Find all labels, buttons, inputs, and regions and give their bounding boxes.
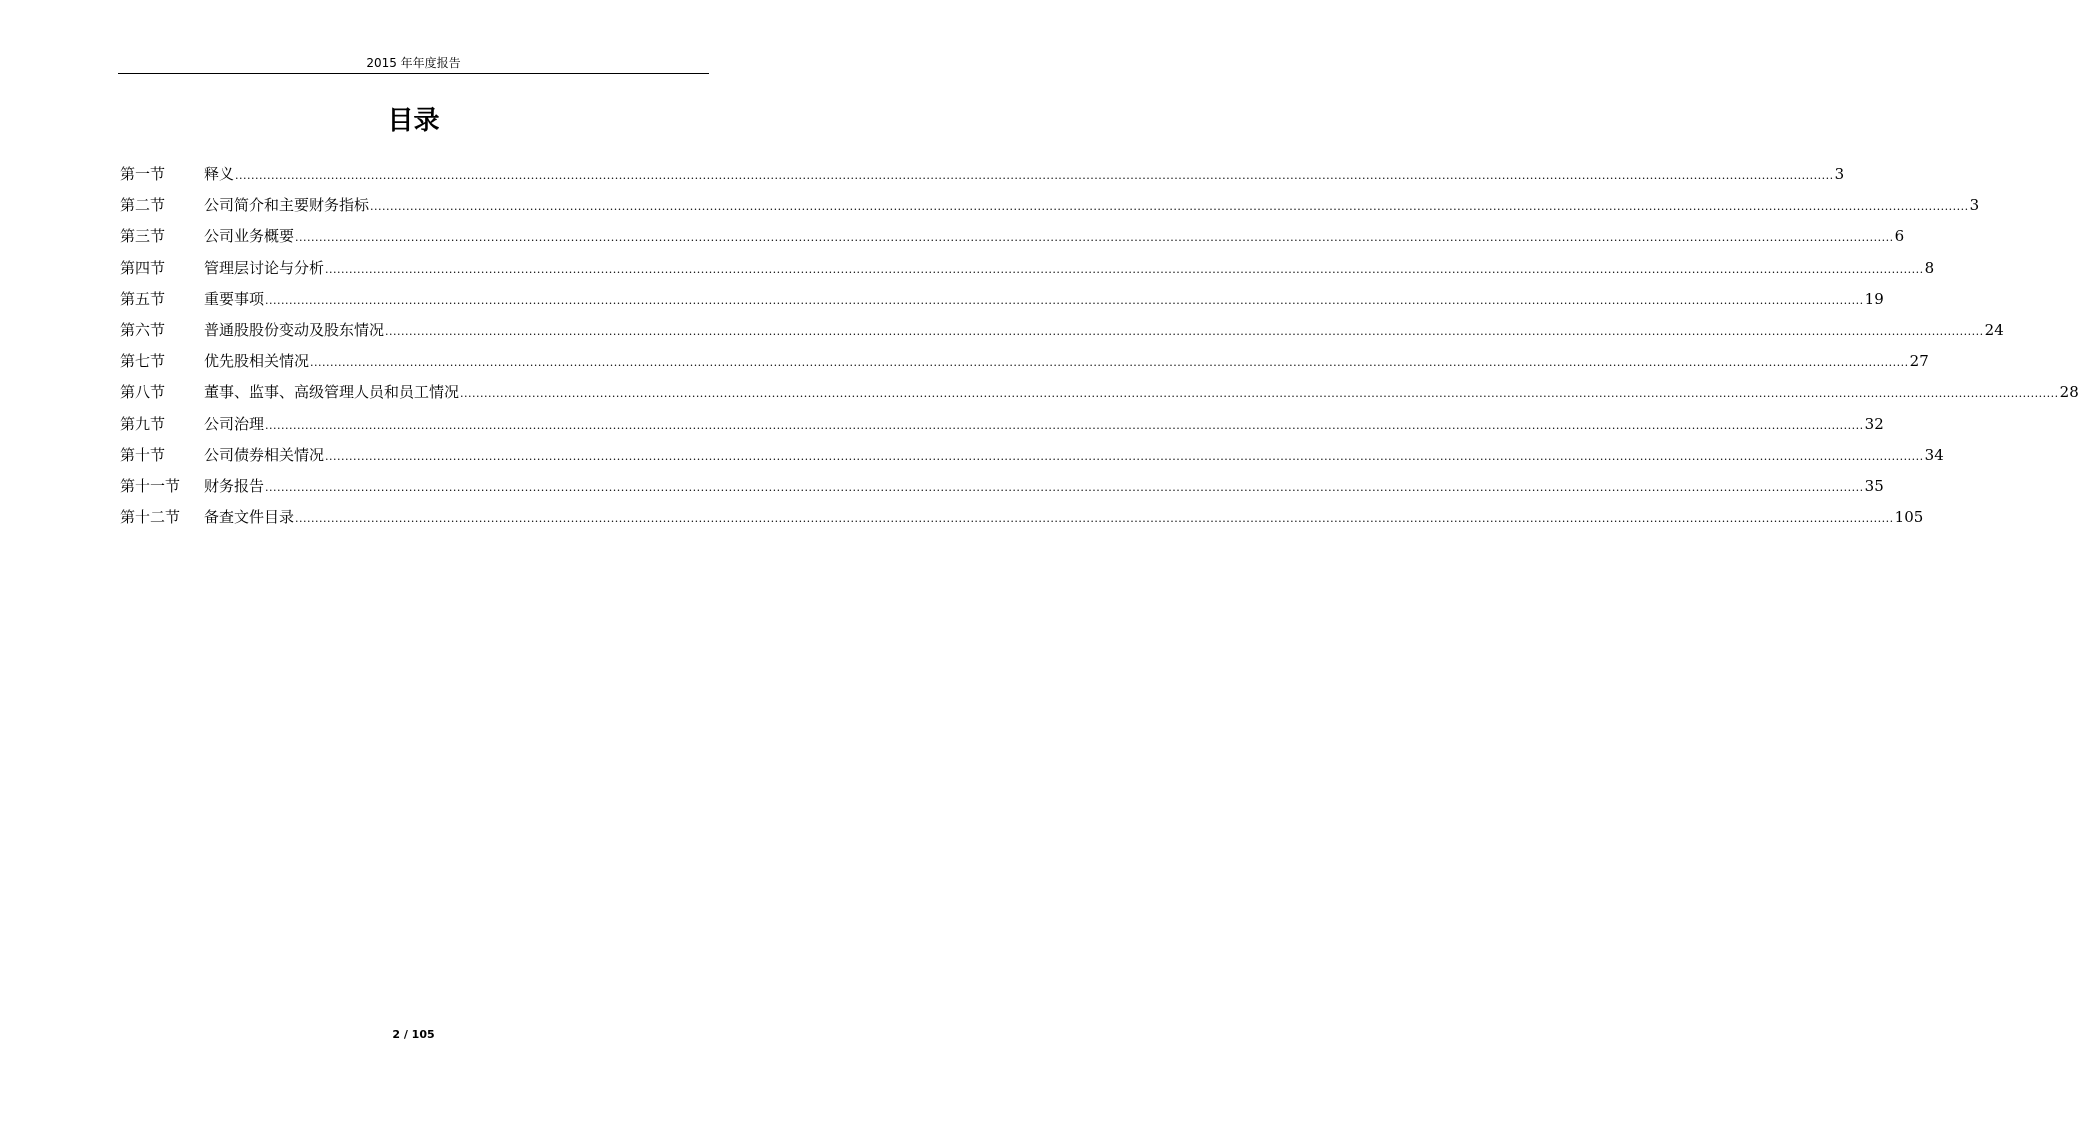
toc-page-number: 3	[1969, 196, 1980, 215]
toc-page-number: 28	[2059, 383, 2079, 402]
toc-entry-10[interactable]	[120, 444, 1944, 475]
toc-entry-2[interactable]	[120, 194, 1980, 225]
toc-entry-6[interactable]	[120, 319, 2004, 350]
table-of-contents	[120, 163, 2079, 537]
toc-section-number: 第三节	[120, 227, 166, 246]
toc-section-number: 第五节	[120, 289, 166, 308]
header-rule	[118, 73, 709, 74]
toc-section-number: 第二节	[120, 196, 166, 215]
toc-leader-dots: ................................................................................................................................................................................................................................................................................................................................................................................................................	[310, 356, 1909, 370]
toc-page-number: 19	[1864, 289, 1884, 308]
toc-section-title: 释义	[204, 165, 235, 183]
toc-page-number: 34	[1924, 445, 1944, 464]
toc-page-number: 27	[1909, 352, 1929, 371]
toc-leader-dots: ................................................................................................................................................................................................................................................................................................................................................................................................................	[325, 449, 1924, 463]
toc-section-title: 公司业务概要	[204, 227, 295, 246]
toc-section-title: 普通股股份变动及股东情况	[204, 320, 385, 339]
toc-section-number: 第八节	[120, 383, 166, 402]
toc-section-number: 第十一节	[120, 476, 181, 495]
toc-entry-12[interactable]	[120, 506, 1924, 537]
toc-page-number: 32	[1864, 414, 1884, 433]
toc-entry-8[interactable]	[120, 381, 2079, 412]
page-title: 目录	[387, 106, 440, 136]
toc-leader-dots: ................................................................................................................................................................................................................................................................................................................................................................................................................	[370, 200, 1969, 214]
toc-section-title: 备查文件目录	[204, 508, 295, 527]
toc-leader-dots: ................................................................................................................................................................................................................................................................................................................................................................................................................	[325, 262, 1924, 276]
toc-leader-dots: ................................................................................................................................................................................................................................................................................................................................................................................................................	[295, 231, 1894, 245]
toc-page-number: 6	[1894, 227, 1905, 246]
toc-entry-1[interactable]	[120, 163, 1845, 194]
toc-page-number: 105	[1894, 508, 1924, 527]
toc-section-title: 财务报告	[204, 476, 265, 495]
toc-section-title: 管理层讨论与分析	[204, 258, 325, 277]
toc-page-number: 3	[1834, 165, 1845, 183]
toc-section-title: 公司简介和主要财务指标	[204, 196, 370, 215]
toc-section-number: 第十节	[120, 445, 166, 464]
toc-leader-dots: ................................................................................................................................................................................................................................................................................................................................................................................................................	[265, 480, 1864, 494]
toc-page-number: 8	[1924, 258, 1935, 277]
toc-page-number: 35	[1864, 476, 1884, 495]
page-indicator: 2 / 105	[392, 1028, 435, 1041]
toc-section-number: 第九节	[120, 414, 166, 433]
toc-section-number: 第十二节	[120, 508, 181, 527]
toc-page-number: 24	[1984, 320, 2004, 339]
toc-leader-dots: ................................................................................................................................................................................................................................................................................................................................................................................................................	[295, 512, 1894, 526]
toc-section-title: 董事、监事、高级管理人员和员工情况	[204, 383, 460, 402]
toc-leader-dots: ................................................................................................................................................................................................................................................................................................................................................................................................................	[385, 324, 1984, 338]
toc-section-title: 优先股相关情况	[204, 352, 310, 371]
toc-section-title: 公司治理	[204, 414, 265, 433]
toc-section-number: 第六节	[120, 320, 166, 339]
running-header: 2015 年年度报告	[366, 56, 461, 70]
toc-section-number: 第七节	[120, 352, 166, 371]
toc-section-number: 第四节	[120, 258, 166, 277]
toc-entry-4[interactable]	[120, 257, 1935, 288]
toc-leader-dots: ................................................................................................................................................................................................................................................................................................................................................................................................................	[235, 169, 1834, 182]
toc-entry-7[interactable]	[120, 350, 1929, 381]
toc-section-title: 公司债券相关情况	[204, 445, 325, 464]
toc-entry-9[interactable]	[120, 413, 1884, 444]
toc-section-number: 第一节	[120, 165, 166, 183]
toc-entry-5[interactable]	[120, 288, 1884, 319]
toc-leader-dots: ................................................................................................................................................................................................................................................................................................................................................................................................................	[265, 293, 1864, 307]
toc-entry-11[interactable]	[120, 475, 1884, 506]
toc-leader-dots: ................................................................................................................................................................................................................................................................................................................................................................................................................	[460, 387, 2059, 401]
toc-section-title: 重要事项	[204, 289, 265, 308]
toc-leader-dots: ................................................................................................................................................................................................................................................................................................................................................................................................................	[265, 418, 1864, 432]
toc-entry-3[interactable]	[120, 225, 1905, 256]
